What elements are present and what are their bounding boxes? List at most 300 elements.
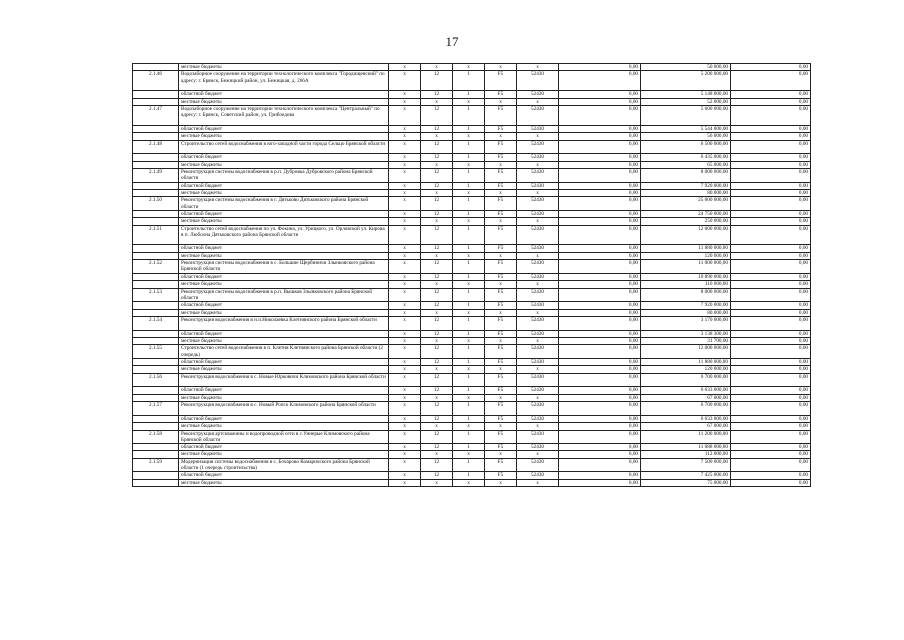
code-cell: x xyxy=(389,288,421,302)
code-cell: x xyxy=(485,252,517,259)
code-cell: 12 xyxy=(421,210,453,217)
code-cell: x xyxy=(389,415,421,422)
value-cell: 24 750 000,00 xyxy=(641,210,731,217)
code-cell: x xyxy=(517,161,559,168)
code-cell: 1 xyxy=(453,125,485,132)
code-cell: x xyxy=(485,451,517,458)
table-row xyxy=(133,98,811,105)
code-cell: F5 xyxy=(485,458,517,472)
table-row xyxy=(133,252,811,259)
row-name: областной бюджет xyxy=(179,182,389,189)
code-cell: F5 xyxy=(485,317,517,331)
table-row xyxy=(133,358,811,365)
code-cell: x xyxy=(421,394,453,401)
code-cell: x xyxy=(389,252,421,259)
row-number: 2.1.56 xyxy=(133,373,179,387)
code-cell: x xyxy=(389,189,421,196)
code-cell: 12 xyxy=(421,154,453,161)
value-cell: 67 000,00 xyxy=(641,394,731,401)
code-cell: x xyxy=(389,71,421,91)
table-row xyxy=(133,260,811,274)
row-name: местные бюджеты xyxy=(179,423,389,430)
row-name: областной бюджет xyxy=(179,302,389,309)
table-row xyxy=(133,330,811,337)
value-cell: 31 700,00 xyxy=(641,337,731,344)
value-cell: 0,00 xyxy=(559,225,641,245)
value-cell: 0,00 xyxy=(731,91,811,98)
code-cell: x xyxy=(517,133,559,140)
value-cell: 50 000,00 xyxy=(641,64,731,71)
code-cell: 1 xyxy=(453,210,485,217)
row-name: местные бюджеты xyxy=(179,161,389,168)
code-cell: F5 xyxy=(485,358,517,365)
value-cell: 0,00 xyxy=(559,64,641,71)
code-cell: x xyxy=(421,423,453,430)
code-cell: 52430 xyxy=(517,458,559,472)
code-cell: x xyxy=(389,358,421,365)
value-cell: 0,00 xyxy=(559,345,641,359)
code-cell: x xyxy=(485,423,517,430)
row-number xyxy=(133,423,179,430)
table-row xyxy=(133,472,811,479)
code-cell: x xyxy=(485,394,517,401)
code-cell: 12 xyxy=(421,260,453,274)
row-name: Реконструкция системы водоснабжения в р.п. Вышков Злынковского района Брянской области xyxy=(179,288,389,302)
value-cell: 0,00 xyxy=(559,288,641,302)
row-number: 2.1.59 xyxy=(133,458,179,472)
row-name: Модернизация системы водоснабжения в с. Бочарово Комаричского района Брянской области (1 очередь строительства) xyxy=(179,458,389,472)
code-cell: x xyxy=(453,189,485,196)
code-cell: 12 xyxy=(421,182,453,189)
code-cell: x xyxy=(389,387,421,394)
code-cell: 12 xyxy=(421,345,453,359)
code-cell: x xyxy=(389,140,421,154)
code-cell: F5 xyxy=(485,260,517,274)
code-cell: x xyxy=(421,309,453,316)
code-cell: x xyxy=(453,98,485,105)
row-name: областной бюджет xyxy=(179,273,389,280)
table-row xyxy=(133,430,811,444)
value-cell: 3 138 300,00 xyxy=(641,330,731,337)
value-cell: 11 880 000,00 xyxy=(641,245,731,252)
value-cell: 0,00 xyxy=(731,125,811,132)
row-number xyxy=(133,330,179,337)
code-cell: x xyxy=(389,330,421,337)
code-cell: x xyxy=(517,98,559,105)
table-row xyxy=(133,317,811,331)
table-row xyxy=(133,402,811,416)
row-number: 2.1.51 xyxy=(133,225,179,245)
code-cell: x xyxy=(389,105,421,125)
code-cell: x xyxy=(389,309,421,316)
table-row xyxy=(133,197,811,211)
code-cell: 52430 xyxy=(517,330,559,337)
value-cell: 67 000,00 xyxy=(641,423,731,430)
code-cell: 52430 xyxy=(517,472,559,479)
row-name: местные бюджеты xyxy=(179,133,389,140)
code-cell: x xyxy=(389,430,421,444)
code-cell: F5 xyxy=(485,91,517,98)
code-cell: x xyxy=(517,423,559,430)
code-cell: 52430 xyxy=(517,91,559,98)
table-row xyxy=(133,64,811,71)
table-row xyxy=(133,288,811,302)
value-cell: 3 170 000,00 xyxy=(641,317,731,331)
row-name: местные бюджеты xyxy=(179,252,389,259)
row-number: 2.1.55 xyxy=(133,345,179,359)
value-cell: 0,00 xyxy=(559,415,641,422)
code-cell: 1 xyxy=(453,168,485,182)
code-cell: x xyxy=(389,161,421,168)
row-number xyxy=(133,451,179,458)
code-cell: x xyxy=(421,252,453,259)
code-cell: F5 xyxy=(485,154,517,161)
table-row xyxy=(133,479,811,486)
code-cell: 12 xyxy=(421,71,453,91)
code-cell: x xyxy=(485,189,517,196)
table-row xyxy=(133,189,811,196)
row-number xyxy=(133,252,179,259)
code-cell: x xyxy=(517,64,559,71)
value-cell: 10 890 000,00 xyxy=(641,273,731,280)
code-cell: x xyxy=(421,281,453,288)
value-cell: 0,00 xyxy=(731,345,811,359)
value-cell: 75 000,00 xyxy=(641,479,731,486)
value-cell: 0,00 xyxy=(559,387,641,394)
code-cell: x xyxy=(453,133,485,140)
code-cell: x xyxy=(421,98,453,105)
value-cell: 0,00 xyxy=(731,210,811,217)
code-cell: 52430 xyxy=(517,317,559,331)
code-cell: F5 xyxy=(485,472,517,479)
value-cell: 11 088 000,00 xyxy=(641,444,731,451)
code-cell: 12 xyxy=(421,472,453,479)
value-cell: 0,00 xyxy=(731,288,811,302)
code-cell: x xyxy=(453,309,485,316)
code-cell: x xyxy=(389,373,421,387)
code-cell: x xyxy=(389,281,421,288)
value-cell: 0,00 xyxy=(559,273,641,280)
value-cell: 0,00 xyxy=(559,394,641,401)
code-cell: x xyxy=(485,161,517,168)
value-cell: 0,00 xyxy=(731,245,811,252)
row-name: Реконструкция системы водоснабжения в г. Дятьково Дятьковского района Брянской области xyxy=(179,197,389,211)
code-cell: 1 xyxy=(453,260,485,274)
code-cell: 1 xyxy=(453,387,485,394)
code-cell: 1 xyxy=(453,358,485,365)
code-cell: 52430 xyxy=(517,444,559,451)
code-cell: 52430 xyxy=(517,387,559,394)
row-name: местные бюджеты xyxy=(179,366,389,373)
code-cell: 1 xyxy=(453,245,485,252)
row-name: Строительство сетей водоснабжения в п. Клетня Клетнянского района Брянской области (2 очередь) xyxy=(179,345,389,359)
value-cell: 0,00 xyxy=(559,281,641,288)
value-cell: 0,00 xyxy=(559,402,641,416)
row-number xyxy=(133,64,179,71)
code-cell: F5 xyxy=(485,288,517,302)
value-cell: 0,00 xyxy=(731,105,811,125)
value-cell: 0,00 xyxy=(731,273,811,280)
row-name: областной бюджет xyxy=(179,210,389,217)
row-number xyxy=(133,444,179,451)
table-row xyxy=(133,281,811,288)
value-cell: 0,00 xyxy=(559,98,641,105)
value-cell: 11 000 000,00 xyxy=(641,260,731,274)
row-number xyxy=(133,281,179,288)
code-cell: x xyxy=(517,394,559,401)
value-cell: 0,00 xyxy=(731,387,811,394)
code-cell: 52430 xyxy=(517,105,559,125)
code-cell: 52430 xyxy=(517,302,559,309)
code-cell: 12 xyxy=(421,317,453,331)
row-name: местные бюджеты xyxy=(179,451,389,458)
value-cell: 0,00 xyxy=(731,330,811,337)
code-cell: 1 xyxy=(453,444,485,451)
code-cell: x xyxy=(517,189,559,196)
code-cell: 1 xyxy=(453,430,485,444)
code-cell: F5 xyxy=(485,415,517,422)
value-cell: 0,00 xyxy=(559,337,641,344)
value-cell: 0,00 xyxy=(559,182,641,189)
value-cell: 0,00 xyxy=(559,309,641,316)
value-cell: 0,00 xyxy=(731,140,811,154)
value-cell: 0,00 xyxy=(559,168,641,182)
value-cell: 0,00 xyxy=(731,225,811,245)
row-name: областной бюджет xyxy=(179,330,389,337)
code-cell: 1 xyxy=(453,458,485,472)
value-cell: 0,00 xyxy=(731,402,811,416)
code-cell: x xyxy=(485,218,517,225)
value-cell: 65 000,00 xyxy=(641,161,731,168)
value-cell: 0,00 xyxy=(731,98,811,105)
code-cell: 52430 xyxy=(517,125,559,132)
table-row xyxy=(133,125,811,132)
code-cell: 1 xyxy=(453,402,485,416)
value-cell: 120 000,00 xyxy=(641,252,731,259)
value-cell: 0,00 xyxy=(559,210,641,217)
row-number xyxy=(133,273,179,280)
value-cell: 0,00 xyxy=(559,161,641,168)
value-cell: 0,00 xyxy=(559,458,641,472)
value-cell: 0,00 xyxy=(731,366,811,373)
code-cell: x xyxy=(421,133,453,140)
value-cell: 0,00 xyxy=(559,91,641,98)
row-name: Строительство сетей водоснабжения в юго-западной части города Сельцо Брянской области xyxy=(179,140,389,154)
row-name: Реконструкция системы водоснабжения в с. Большие Щербиничи Злынковского района Брянской области xyxy=(179,260,389,274)
code-cell: F5 xyxy=(485,71,517,91)
value-cell: 7 920 000,00 xyxy=(641,182,731,189)
value-cell: 11 880 000,00 xyxy=(641,358,731,365)
code-cell: 12 xyxy=(421,140,453,154)
table-row xyxy=(133,182,811,189)
table-row xyxy=(133,337,811,344)
value-cell: 25 000 000,00 xyxy=(641,197,731,211)
code-cell: F5 xyxy=(485,140,517,154)
code-cell: x xyxy=(421,218,453,225)
value-cell: 0,00 xyxy=(559,71,641,91)
code-cell: x xyxy=(389,182,421,189)
code-cell: x xyxy=(453,252,485,259)
value-cell: 0,00 xyxy=(731,358,811,365)
code-cell: 1 xyxy=(453,345,485,359)
value-cell: 0,00 xyxy=(559,317,641,331)
value-cell: 0,00 xyxy=(559,302,641,309)
row-number xyxy=(133,182,179,189)
row-name: Реконструкция водоснабжения в н.п.Николаевка Клетнянского района Брянской области xyxy=(179,317,389,331)
row-name: местные бюджеты xyxy=(179,337,389,344)
row-number: 2.1.49 xyxy=(133,168,179,182)
row-number xyxy=(133,98,179,105)
row-number xyxy=(133,133,179,140)
code-cell: x xyxy=(517,479,559,486)
code-cell: x xyxy=(453,337,485,344)
code-cell: x xyxy=(389,225,421,245)
value-cell: 52 000,00 xyxy=(641,98,731,105)
code-cell: F5 xyxy=(485,402,517,416)
row-number xyxy=(133,154,179,161)
code-cell: x xyxy=(389,218,421,225)
code-cell: x xyxy=(389,402,421,416)
value-cell: 0,00 xyxy=(731,444,811,451)
row-number xyxy=(133,161,179,168)
value-cell: 0,00 xyxy=(559,451,641,458)
code-cell: x xyxy=(421,189,453,196)
table-row xyxy=(133,105,811,125)
code-cell: x xyxy=(421,64,453,71)
row-name: местные бюджеты xyxy=(179,98,389,105)
code-cell: 52430 xyxy=(517,210,559,217)
value-cell: 0,00 xyxy=(559,472,641,479)
row-name: областной бюджет xyxy=(179,358,389,365)
row-number: 2.1.48 xyxy=(133,140,179,154)
code-cell: x xyxy=(517,309,559,316)
code-cell: 12 xyxy=(421,415,453,422)
value-cell: 7 500 000,00 xyxy=(641,458,731,472)
code-cell: 52430 xyxy=(517,197,559,211)
code-cell: 1 xyxy=(453,140,485,154)
row-name: местные бюджеты xyxy=(179,281,389,288)
row-number xyxy=(133,472,179,479)
row-number xyxy=(133,366,179,373)
value-cell: 0,00 xyxy=(559,197,641,211)
code-cell: 12 xyxy=(421,288,453,302)
code-cell: 12 xyxy=(421,458,453,472)
code-cell: 12 xyxy=(421,373,453,387)
value-cell: 0,00 xyxy=(559,373,641,387)
value-cell: 0,00 xyxy=(559,423,641,430)
code-cell: x xyxy=(421,337,453,344)
code-cell: x xyxy=(453,281,485,288)
value-cell: 80 000,00 xyxy=(641,309,731,316)
value-cell: 0,00 xyxy=(731,423,811,430)
code-cell: x xyxy=(453,451,485,458)
row-number xyxy=(133,394,179,401)
code-cell: x xyxy=(485,98,517,105)
row-number: 2.1.53 xyxy=(133,288,179,302)
code-cell: 52430 xyxy=(517,402,559,416)
code-cell: x xyxy=(517,366,559,373)
code-cell: x xyxy=(389,260,421,274)
value-cell: 0,00 xyxy=(559,125,641,132)
code-cell: x xyxy=(389,154,421,161)
row-name: областной бюджет xyxy=(179,91,389,98)
table-row xyxy=(133,168,811,182)
code-cell: x xyxy=(389,394,421,401)
code-cell: x xyxy=(453,64,485,71)
value-cell: 0,00 xyxy=(731,281,811,288)
code-cell: x xyxy=(517,451,559,458)
value-cell: 0,00 xyxy=(559,260,641,274)
code-cell: 1 xyxy=(453,71,485,91)
table-row xyxy=(133,91,811,98)
value-cell: 0,00 xyxy=(731,218,811,225)
value-cell: 0,00 xyxy=(731,430,811,444)
code-cell: x xyxy=(485,64,517,71)
code-cell: x xyxy=(389,273,421,280)
code-cell: F5 xyxy=(485,125,517,132)
code-cell: 12 xyxy=(421,91,453,98)
row-number xyxy=(133,189,179,196)
value-cell: 0,00 xyxy=(731,479,811,486)
table-row xyxy=(133,345,811,359)
code-cell: x xyxy=(517,252,559,259)
code-cell: 52430 xyxy=(517,430,559,444)
code-cell: x xyxy=(485,309,517,316)
row-number xyxy=(133,309,179,316)
code-cell: x xyxy=(485,337,517,344)
code-cell: 1 xyxy=(453,472,485,479)
table-row xyxy=(133,415,811,422)
row-number xyxy=(133,479,179,486)
code-cell: x xyxy=(421,366,453,373)
value-cell: 0,00 xyxy=(559,140,641,154)
code-cell: x xyxy=(389,302,421,309)
value-cell: 0,00 xyxy=(731,458,811,472)
value-cell: 8 000 000,00 xyxy=(641,288,731,302)
row-name: областной бюджет xyxy=(179,415,389,422)
table-row xyxy=(133,154,811,161)
code-cell: 52430 xyxy=(517,140,559,154)
code-cell: x xyxy=(517,218,559,225)
code-cell: 52430 xyxy=(517,373,559,387)
value-cell: 112 000,00 xyxy=(641,451,731,458)
row-name: Реконструкция артскважины и водопроводной сети в с.Униерые Климовского района Брянской области xyxy=(179,430,389,444)
code-cell: x xyxy=(517,281,559,288)
code-cell: F5 xyxy=(485,387,517,394)
value-cell: 0,00 xyxy=(731,451,811,458)
value-cell: 6 633 000,00 xyxy=(641,415,731,422)
row-number xyxy=(133,218,179,225)
code-cell: F5 xyxy=(485,225,517,245)
value-cell: 6 435 000,00 xyxy=(641,154,731,161)
value-cell: 80 000,00 xyxy=(641,189,731,196)
table-row xyxy=(133,309,811,316)
code-cell: 12 xyxy=(421,402,453,416)
value-cell: 6 500 000,00 xyxy=(641,140,731,154)
code-cell: 1 xyxy=(453,105,485,125)
code-cell: 52430 xyxy=(517,182,559,189)
value-cell: 0,00 xyxy=(731,415,811,422)
row-name: Водозаборное сооружение на территории технологического комплекса "Центральный" по адресу: г. Брянск, Советский район, ул. Грибоедова xyxy=(179,105,389,125)
code-cell: 12 xyxy=(421,125,453,132)
code-cell: 12 xyxy=(421,168,453,182)
row-name: местные бюджеты xyxy=(179,309,389,316)
value-cell: 11 200 000,00 xyxy=(641,430,731,444)
value-cell: 12 000 000,00 xyxy=(641,225,731,245)
code-cell: 1 xyxy=(453,330,485,337)
code-cell: 12 xyxy=(421,358,453,365)
code-cell: x xyxy=(389,91,421,98)
